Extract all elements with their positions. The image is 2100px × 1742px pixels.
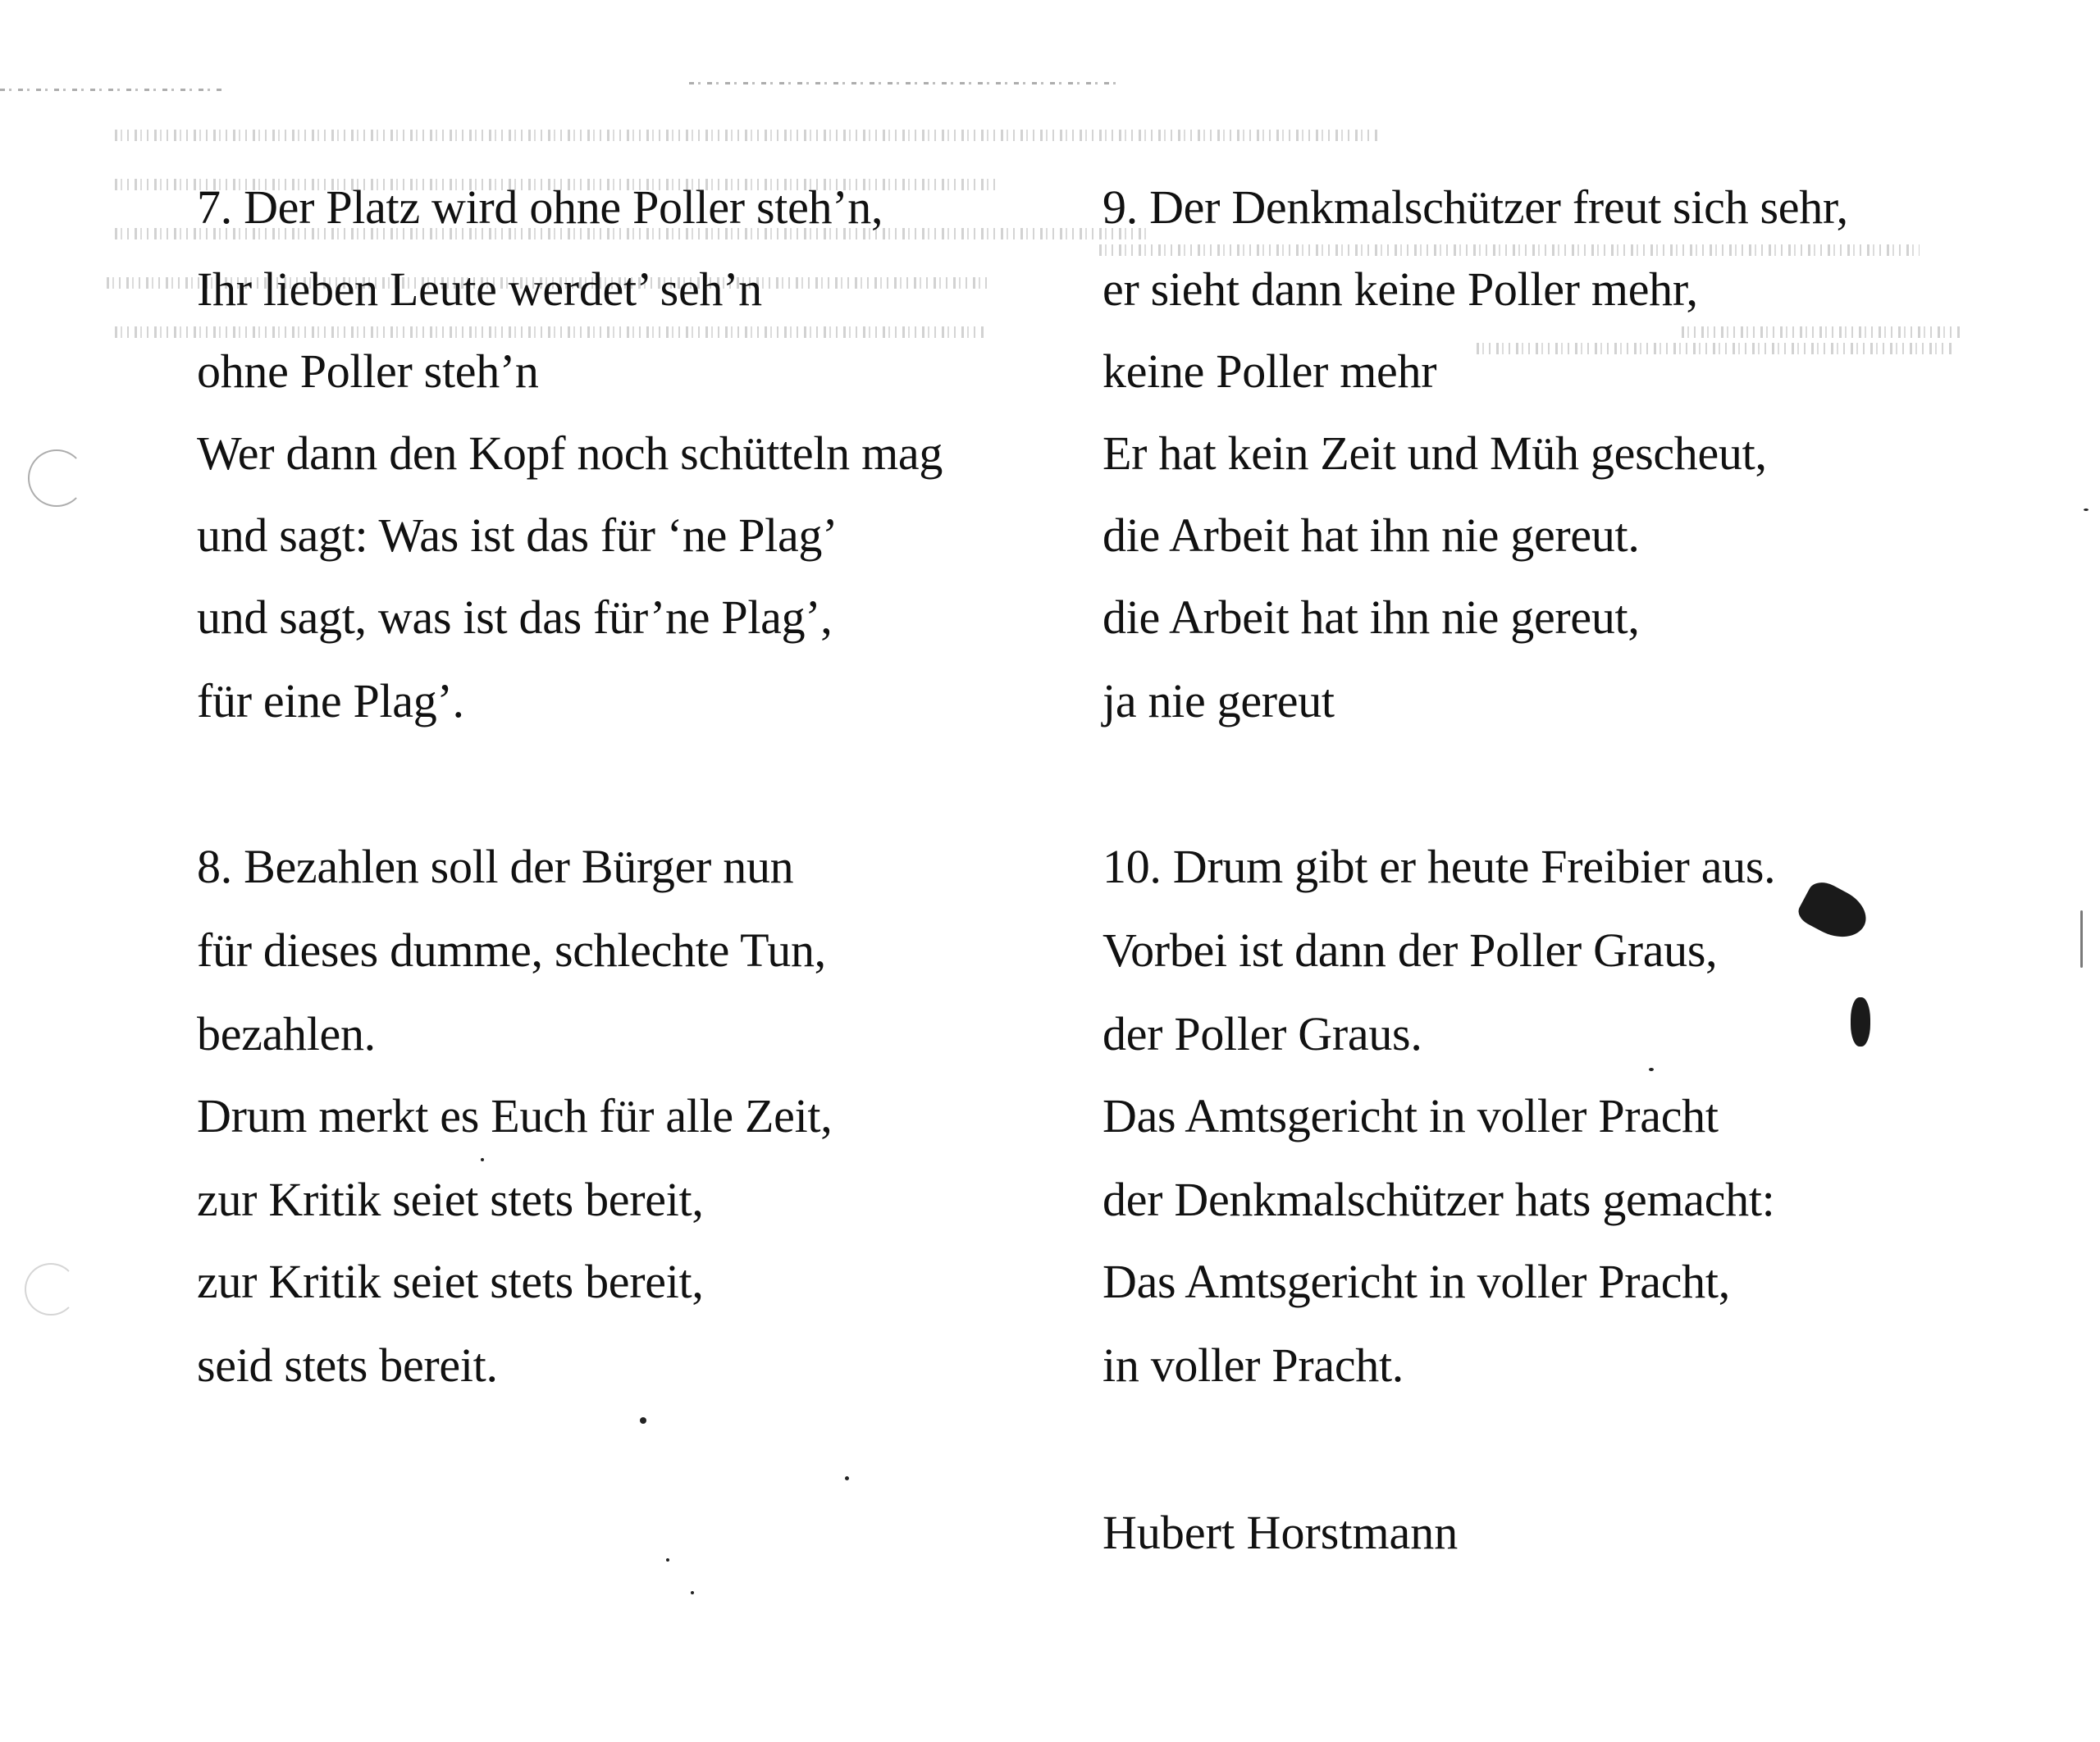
verse-line: für eine Plag’. — [197, 674, 464, 727]
speck — [481, 1158, 484, 1161]
verse-line: Wer dann den Kopf noch schütteln mag — [197, 426, 943, 480]
ink-blot — [1851, 997, 1870, 1047]
verse-line: Er hat kein Zeit und Müh gescheut, — [1102, 426, 1767, 480]
verse-line: ja nie gereut — [1102, 674, 1335, 727]
ghost-text-artifact — [1682, 326, 1961, 338]
verse-line: zur Kritik seiet stets bereit, — [197, 1255, 704, 1308]
verse-line: und sagt, was ist das für’ne Plag’, — [197, 591, 833, 644]
verse-line: Das Amtsgericht in voller Pracht, — [1102, 1255, 1730, 1308]
speck — [666, 1558, 669, 1562]
ghost-text-artifact — [1477, 343, 1952, 354]
verse-line: 8. Bezahlen soll der Bürger nun — [197, 840, 794, 893]
verse-line: in voller Pracht. — [1102, 1338, 1404, 1392]
verse-line: 9. Der Denkmalschützer freut sich sehr, — [1102, 180, 1848, 234]
speck — [691, 1591, 694, 1594]
ink-blot — [1795, 876, 1874, 947]
verse-line: 7. Der Platz wird ohne Poller steh’n, — [197, 180, 883, 234]
ghost-text-artifact — [115, 130, 1378, 141]
speck — [2080, 910, 2083, 968]
binder-hole-mark — [28, 449, 85, 507]
speck — [845, 1476, 849, 1480]
copy-artifact-rule — [0, 89, 221, 91]
verse-line: die Arbeit hat ihn nie gereut, — [1102, 591, 1640, 644]
copy-artifact-rule — [689, 82, 1116, 84]
verse-line: er sieht dann keine Poller mehr, — [1102, 262, 1698, 316]
speck — [1649, 1068, 1654, 1071]
speck — [2084, 508, 2089, 511]
verse-line: die Arbeit hat ihn nie gereut. — [1102, 508, 1640, 562]
verse-line: keine Poller mehr — [1102, 344, 1437, 398]
verse-line: seid stets bereit. — [197, 1338, 498, 1392]
verse-line: Ihr lieben Leute werdet’ seh’n — [197, 262, 762, 316]
verse-line: der Denkmalschützer hats gemacht: — [1102, 1173, 1775, 1226]
speck — [640, 1417, 646, 1424]
verse-line: und sagt: Was ist das für ‘ne Plag’ — [197, 508, 838, 562]
ghost-text-artifact — [1099, 244, 1920, 256]
verse-line: ohne Poller steh’n — [197, 344, 539, 398]
verse-line: zur Kritik seiet stets bereit, — [197, 1173, 704, 1226]
verse-line: Vorbei ist dann der Poller Graus, — [1102, 923, 1718, 977]
author-signature: Hubert Horstmann — [1102, 1506, 1459, 1559]
binder-hole-mark — [25, 1263, 77, 1316]
verse-line: Das Amtsgericht in voller Pracht — [1102, 1089, 1719, 1142]
verse-line: der Poller Graus. — [1102, 1007, 1422, 1060]
ghost-text-artifact — [115, 326, 984, 338]
verse-line: 10. Drum gibt er heute Freibier aus. — [1102, 840, 1776, 893]
verse-line: bezahlen. — [197, 1007, 376, 1060]
verse-line: Drum merkt es Euch für alle Zeit, — [197, 1089, 833, 1142]
verse-line: für dieses dumme, schlechte Tun, — [197, 923, 826, 977]
